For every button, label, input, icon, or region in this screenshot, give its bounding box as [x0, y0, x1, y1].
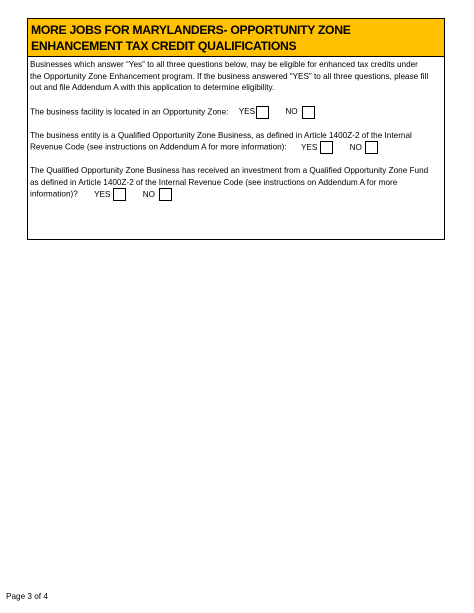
question-1-no-checkbox[interactable] — [302, 106, 315, 119]
section-header — [28, 19, 444, 57]
question-2-yes-label: YES — [300, 142, 318, 152]
question-2 — [30, 130, 441, 155]
question-2-line-1: The business entity is a Qualified Opportunity Zone Business, as defined in Article 1400Z-2 of the Internal — [30, 130, 412, 140]
question-3-no-checkbox[interactable] — [159, 188, 172, 201]
question-1-yes-checkbox[interactable] — [256, 106, 269, 119]
question-1 — [30, 106, 441, 119]
question-2-yes-checkbox[interactable] — [320, 141, 333, 154]
question-3-yes-checkbox[interactable] — [113, 188, 126, 201]
intro-line-2: the Opportunity Zone Enhancement program. If the business answered “YES” to all three questions, please fill — [30, 71, 429, 81]
question-1-yes-label: YES — [238, 107, 256, 117]
question-3 — [30, 165, 441, 201]
question-3-no-label: NO — [142, 189, 156, 199]
question-2-line-2: Revenue Code (see instructions on Addendum A for more information): — [30, 142, 287, 152]
section-title-line-1: MORE JOBS FOR MARYLANDERS- OPPORTUNITY ZONE — [31, 23, 351, 37]
question-3-line-2: as defined in Article 1400Z-2 of the Internal Revenue Code (see instructions on Addendum A for more — [30, 177, 398, 187]
page-number: Page 3 of 4 — [6, 592, 48, 601]
intro-line-1: Businesses which answer “Yes” to all three questions below, may be eligible for enhanced tax credits under — [30, 60, 418, 69]
intro-paragraph — [30, 59, 441, 94]
question-2-no-label: NO — [349, 142, 362, 152]
question-3-line-3: information)? — [30, 189, 78, 199]
form-body — [28, 57, 444, 201]
intro-line-3: out and file Addendum A with this application to determine eligibility. — [30, 83, 275, 92]
question-1-text: The business facility is located in an Opportunity Zone: — [30, 107, 229, 117]
section-title-line-2: ENHANCEMENT TAX CREDIT QUALIFICATIONS — [31, 39, 297, 53]
question-2-no-checkbox[interactable] — [365, 141, 378, 154]
question-3-yes-label: YES — [94, 189, 111, 199]
opportunity-zone-form — [27, 18, 445, 240]
question-1-no-label: NO — [285, 107, 298, 117]
question-3-line-1: The Qualified Opportunity Zone Business has received an investment from a Qualified Opportunity Zone Fund — [30, 166, 429, 175]
